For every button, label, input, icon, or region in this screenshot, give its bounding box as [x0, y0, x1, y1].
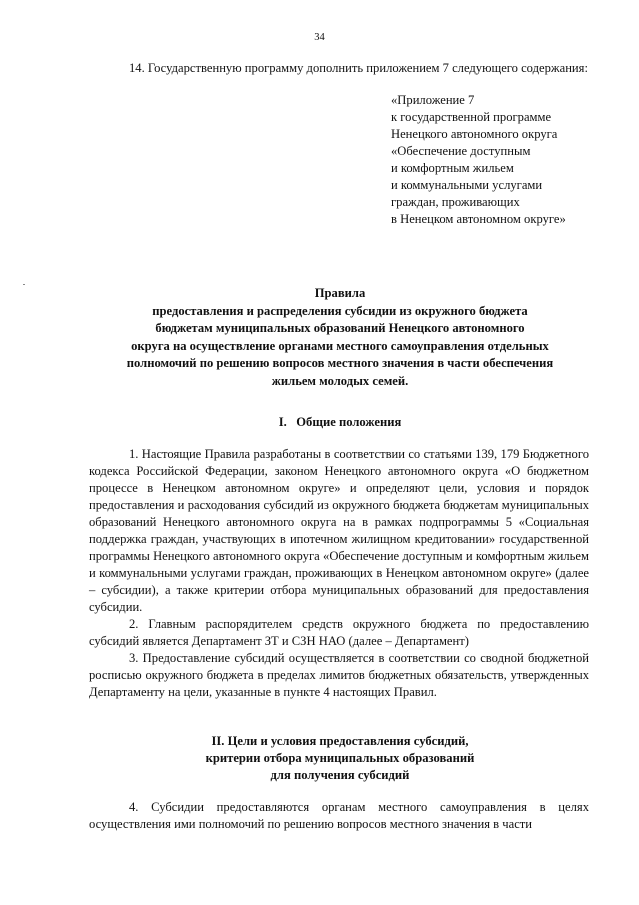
- section-1-body: [89, 446, 589, 701]
- paragraph-4: 4. Субсидии предоставляются органам местного самоуправления в целях осуществления ими полномочий по решению вопросов местного значения в части: [89, 800, 589, 831]
- rules-title: [60, 285, 620, 390]
- rules-title-line: округа на осуществление органами местного самоуправления отдельных: [131, 338, 549, 353]
- section-2-body: [89, 799, 589, 833]
- section-2-line: II. Цели и условия предоставления субсидий,: [211, 734, 469, 748]
- paragraph-2: 2. Главным распорядителем средств окружного бюджета по предоставлению субсидий является Департамент ЗТ и СЗН НАО (далее – Департамент): [89, 617, 589, 648]
- page-number: 34: [314, 32, 325, 43]
- scan-mark: [23, 284, 25, 285]
- appendix-line: граждан, проживающих: [391, 195, 520, 209]
- rules-title-line: жильем молодых семей.: [271, 373, 409, 388]
- section-1-title: [60, 414, 620, 431]
- paragraph-1: 1. Настоящие Правила разработаны в соответствии со статьями 139, 179 Бюджетного кодекса Российской Федерации, законом Ненецкого автономного округа «О бюджетном процессе в Ненецком автономном округе» и определяют цели, условия и порядок предоставления и расходования субсидий из окружного бюджета бюджетам муниципальных образований Ненецкого автономного округа на в рамках подпрограммы 5 «Социальная поддержка граждан, участвующих в ипотечном жилищном кредитовании» государственной программы Ненецкого автономного округа «Обеспечение доступным и комфортным жильем и коммунальными услугами граждан, проживающих в Ненецком автономном округе» (далее – субсидии), а также критерии отбора муниципальных образований для предоставления субсидии.: [89, 447, 589, 614]
- appendix-line: «Приложение 7: [391, 93, 475, 107]
- appendix-reference: [391, 92, 631, 228]
- section-2-line: критерии отбора муниципальных образований: [205, 751, 475, 765]
- paragraph-3: 3. Предоставление субсидий осуществляется в соответствии со сводной бюджетной росписью окружного бюджета в пределах лимитов бюджетных обязательств, утвержденных Департаменту на цели, указанные в пункте 4 настоящих Правил.: [89, 651, 589, 699]
- rules-title-line: полномочий по решению вопросов местного значения в части обеспечения: [126, 356, 554, 370]
- appendix-line: в Ненецком автономном округе»: [391, 212, 566, 226]
- item-14-text: 14. Государственную программу дополнить приложением 7 следующего содержания:: [129, 61, 588, 75]
- rules-title-line: бюджетам муниципальных образований Ненецкого автономного: [155, 321, 525, 335]
- section-2-line: для получения субсидий: [270, 768, 410, 782]
- rules-title-line: предоставления и распределения субсидии из окружного бюджета: [152, 303, 528, 318]
- appendix-line: и комфортным жильем: [391, 161, 514, 175]
- appendix-line: к государственной программе: [391, 110, 552, 124]
- appendix-line: и коммунальными услугами: [391, 178, 543, 192]
- item-14-paragraph: [89, 60, 589, 77]
- section-2-title: [60, 733, 620, 784]
- appendix-line: Ненецкого автономного округа: [391, 127, 558, 141]
- appendix-line: «Обеспечение доступным: [391, 144, 531, 158]
- section-1-heading: I. Общие положения: [278, 415, 402, 429]
- rules-heading: Правила: [314, 286, 366, 300]
